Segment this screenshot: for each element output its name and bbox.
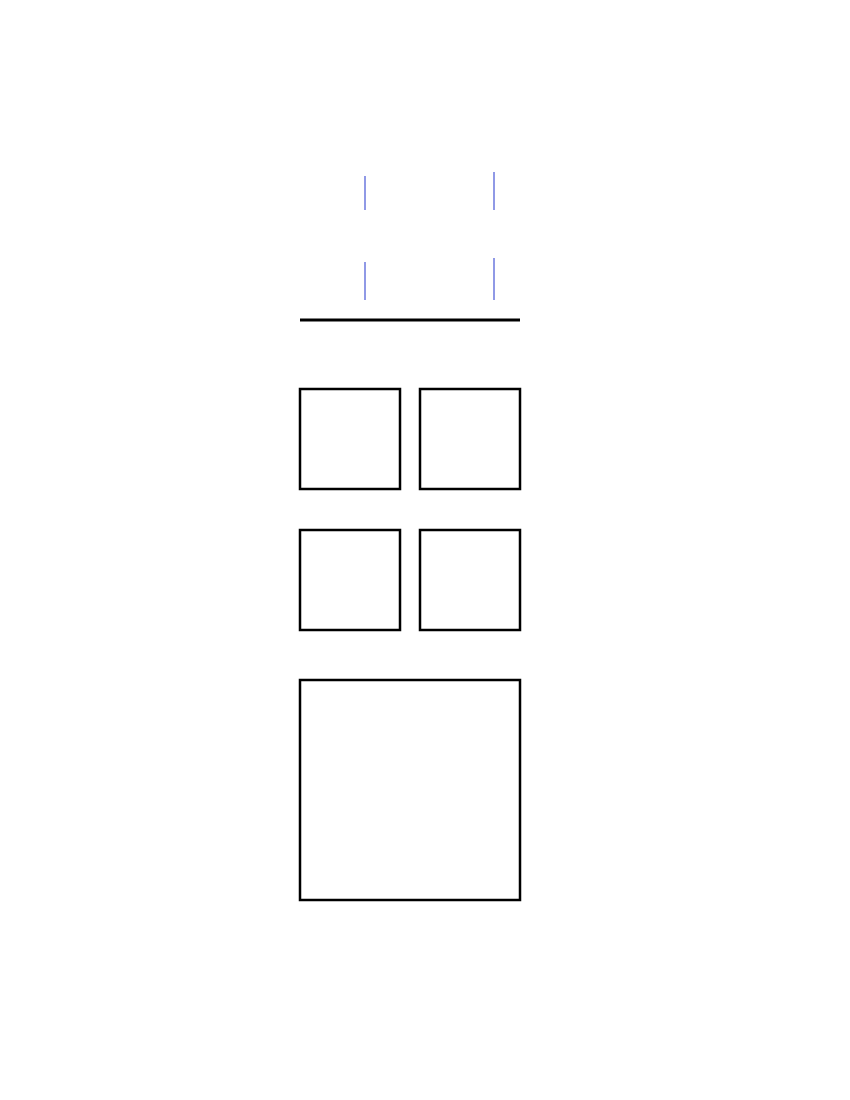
particle-motion-panel-left (300, 530, 400, 630)
particle-motion-panel-right (420, 530, 520, 630)
trace-panel (300, 172, 520, 320)
grid-search-heatmap (300, 680, 520, 900)
waveform-panel-left (300, 389, 400, 489)
waveform-panel-right (420, 389, 520, 489)
